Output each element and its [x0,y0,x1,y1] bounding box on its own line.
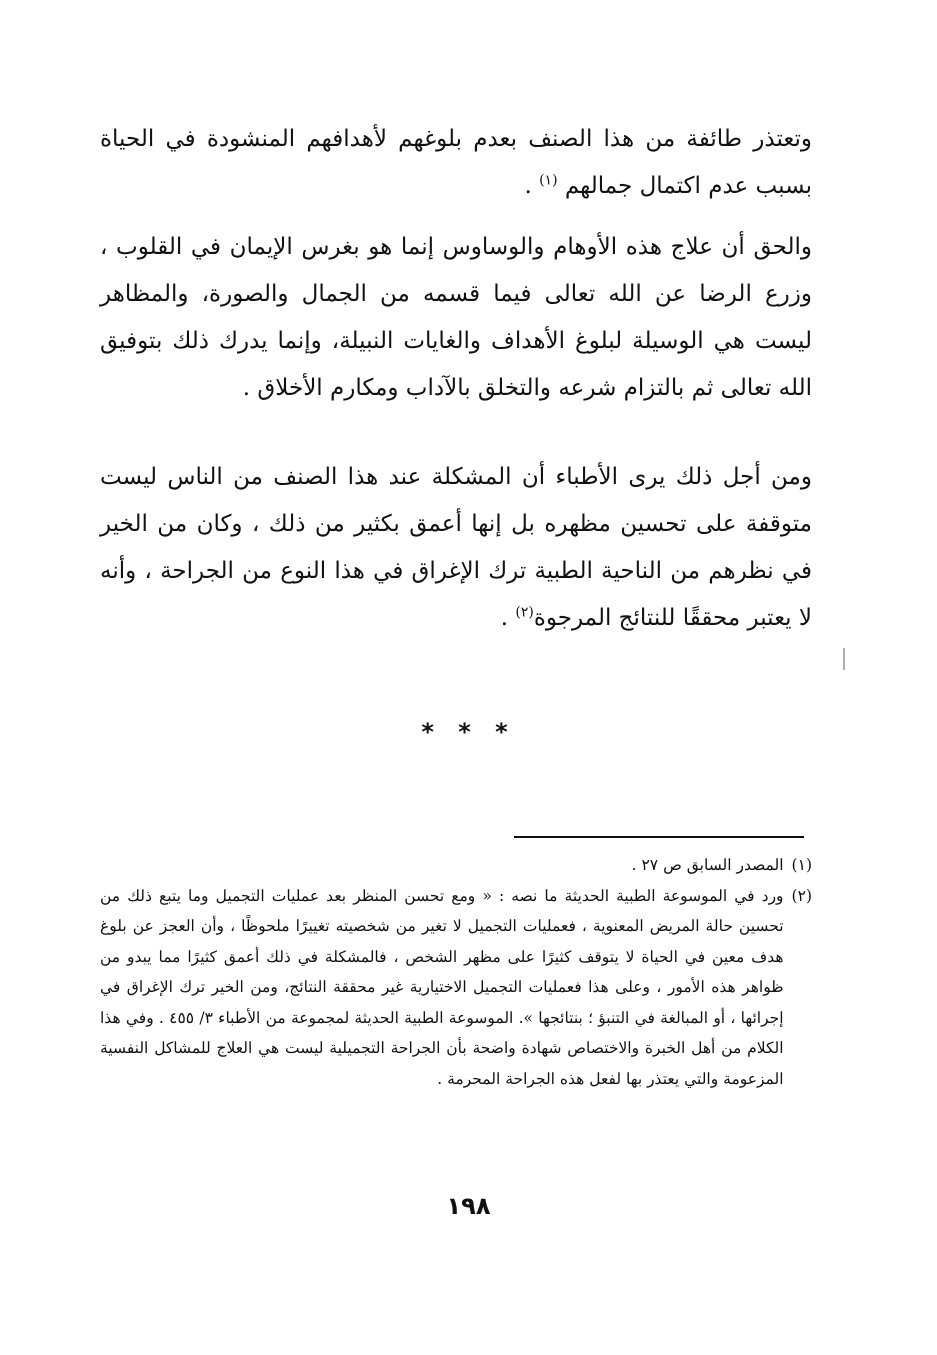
footnote-2-number: (٢) [791,886,812,905]
paragraph-3 [100,454,812,642]
footnote-divider [514,836,804,838]
section-separator: * * * [421,718,516,746]
footnote-ref-2[interactable]: (٢) [515,604,534,621]
paragraph-1 [100,116,812,210]
scan-mark [843,648,845,670]
paragraph-1-end: . [524,173,540,199]
footnote-1 [100,850,812,881]
paragraph-1-text: وتعتذر طائفة من هذا الصنف بعدم بلوغهم لأهدافهم المنشودة في الحياة بسبب عدم اكتمال جمالهم [100,126,812,199]
paragraph-2 [100,224,812,412]
footnotes [100,850,812,1094]
page-number: ١٩٨ [446,1192,491,1220]
paragraph-2-text: والحق أن علاج هذه الأوهام والوساوس إنما هو بغرس الإيمان في القلوب ، وزرع الرضا عن الله تعالى فيما قسمه من الجمال والصورة، والمظاهر ليست هي الوسيلة لبلوغ الأهداف والغايات النبيلة، وإنما يدرك ذلك بتوفيق الله تعالى ثم بالتزام شرعه والتخلق بالآداب ومكارم الأخلاق . [100,234,812,401]
footnote-1-text: المصدر السابق ص ٢٧ . [631,856,784,874]
footnote-ref-1[interactable]: (١) [539,172,558,189]
footnote-1-number: (١) [791,856,812,874]
footnote-2 [100,881,812,1095]
paragraph-3-text: ومن أجل ذلك يرى الأطباء أن المشكلة عند هذا الصنف من الناس ليست متوقفة على تحسين مظهره بل إنها أعمق بكثير من ذلك ، وكان من الخير في نظرهم من الناحية الطبية ترك الإغراق في هذا النوع من الجراحة ، وأنه لا يعتبر محققًا للنتائج المرجوة [100,464,812,631]
paragraph-3-end: . [500,605,516,631]
footnote-2-text: ورد في الموسوعة الطبية الحديثة ما نصه : « ومع تحسن المنظر بعد عمليات التجميل وما يتبع ذلك من تحسين حالة المريض المعنوية ، فعمليات التجميل لا تغير من شخصيته تغييرًا ملحوظًا ، وأن العجز عن بلوغ هدف معين في الحياة لا يتوقف كثيرًا على مظهر الشخص ، فالمشكلة في ذلك أعمق كثيرًا مما يبدو من ظواهر هذه الأمور ، وعلى هذا فعمليات التجميل الاختيارية غير محققة النتائج، ومن الخير ترك الإغراق في إجرائها ، أو المبالغة في التنبؤ ؛ بنتائجها ». الموسوعة الطبية الحديثة لمجموعة من الأطباء ٣/ ٤٥٥ . وفي هذا الكلام من أهل الخبرة والاختصاص شهادة واضحة بأن الجراحة التجميلية ليست هي العلاج للمشاكل النفسية المزعومة والتي يعتذر بها لفعل هذه الجراحة المحرمة . [100,886,784,1088]
